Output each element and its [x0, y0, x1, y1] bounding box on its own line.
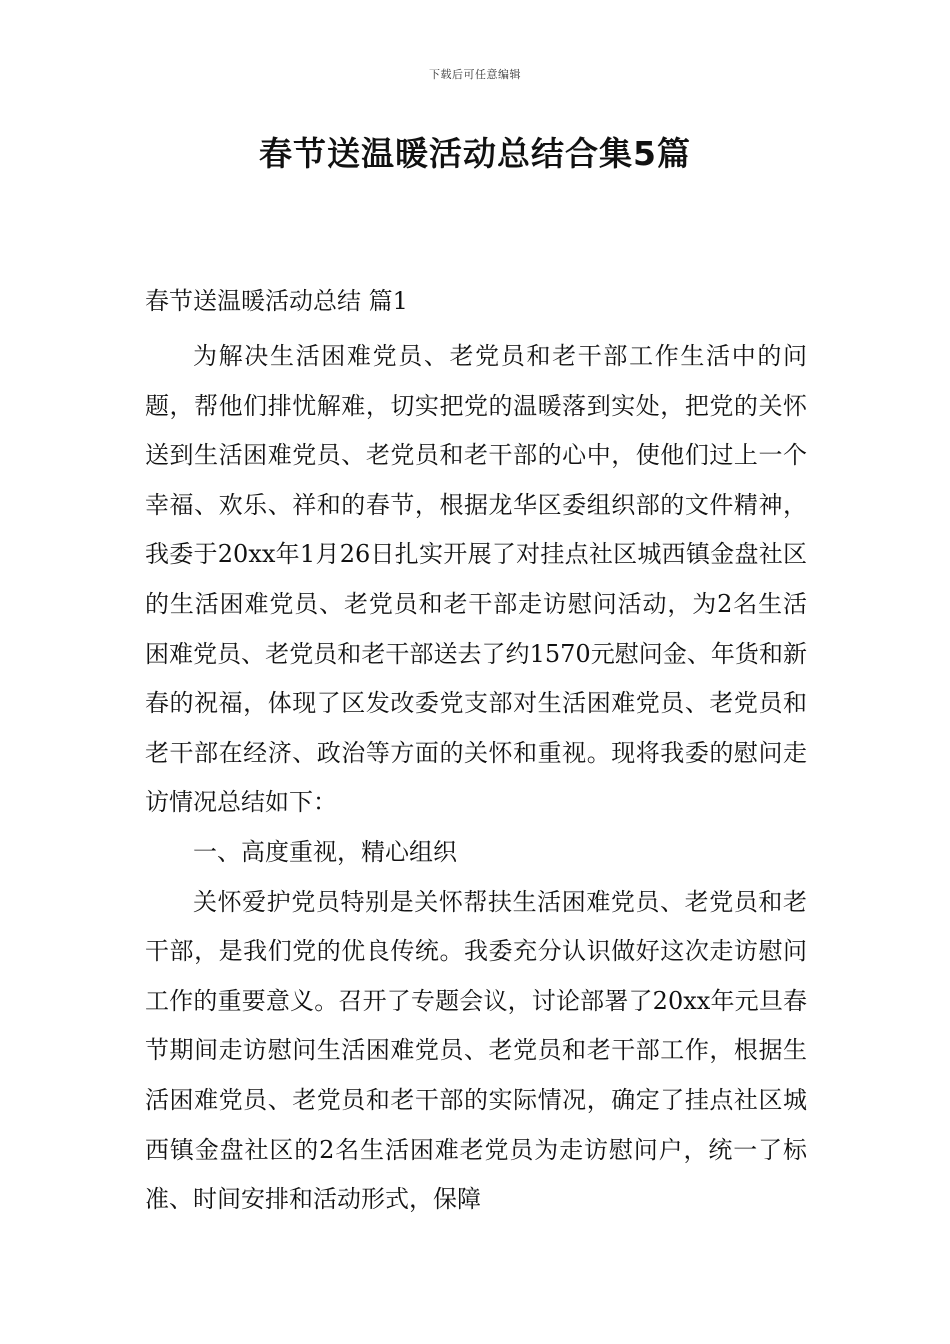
section-heading: 春节送温暖活动总结 篇1	[145, 287, 408, 315]
header-note: 下载后可任意编辑	[429, 68, 521, 81]
subheading: 一、高度重视，精心组织	[193, 837, 457, 866]
paragraph-body: 关怀爱护党员特别是关怀帮扶生活困难党员、老党员和老干部，是我们党的优良传统。我委充分认识做好这次走访慰问工作的重要意义。召开了专题会议，讨论部署了20xx年元旦春节期间走访慰问生活困难党员、老党员和老干部工作，根据生活困难党员、老党员和老干部的实际情况，确定了挂点社区城西镇金盘社区的2名生活困难老党员为走访慰问户，统一了标准、时间安排和活动形式，保障	[145, 887, 807, 1214]
paragraph-intro: 为解决生活困难党员、老党员和老干部工作生活中的问题，帮他们排忧解难，切实把党的温暖落到实处，把党的关怀送到生活困难党员、老党员和老干部的心中，使他们过上一个幸福、欢乐、祥和的春节，根据龙华区委组织部的文件精神，我委于20xx年1月26日扎实开展了对挂点社区城西镇金盘社区的生活困难党员、老党员和老干部走访慰问活动，为2名生活困难党员、老党员和老干部送去了约1570元慰问金、年货和新春的祝福，体现了区发改委党支部对生活困难党员、老党员和老干部在经济、政治等方面的关怀和重视。现将我委的慰问走访情况总结如下：	[145, 342, 807, 817]
document-title: 春节送温暖活动总结合集5篇	[259, 134, 691, 173]
body-text	[145, 332, 807, 1225]
